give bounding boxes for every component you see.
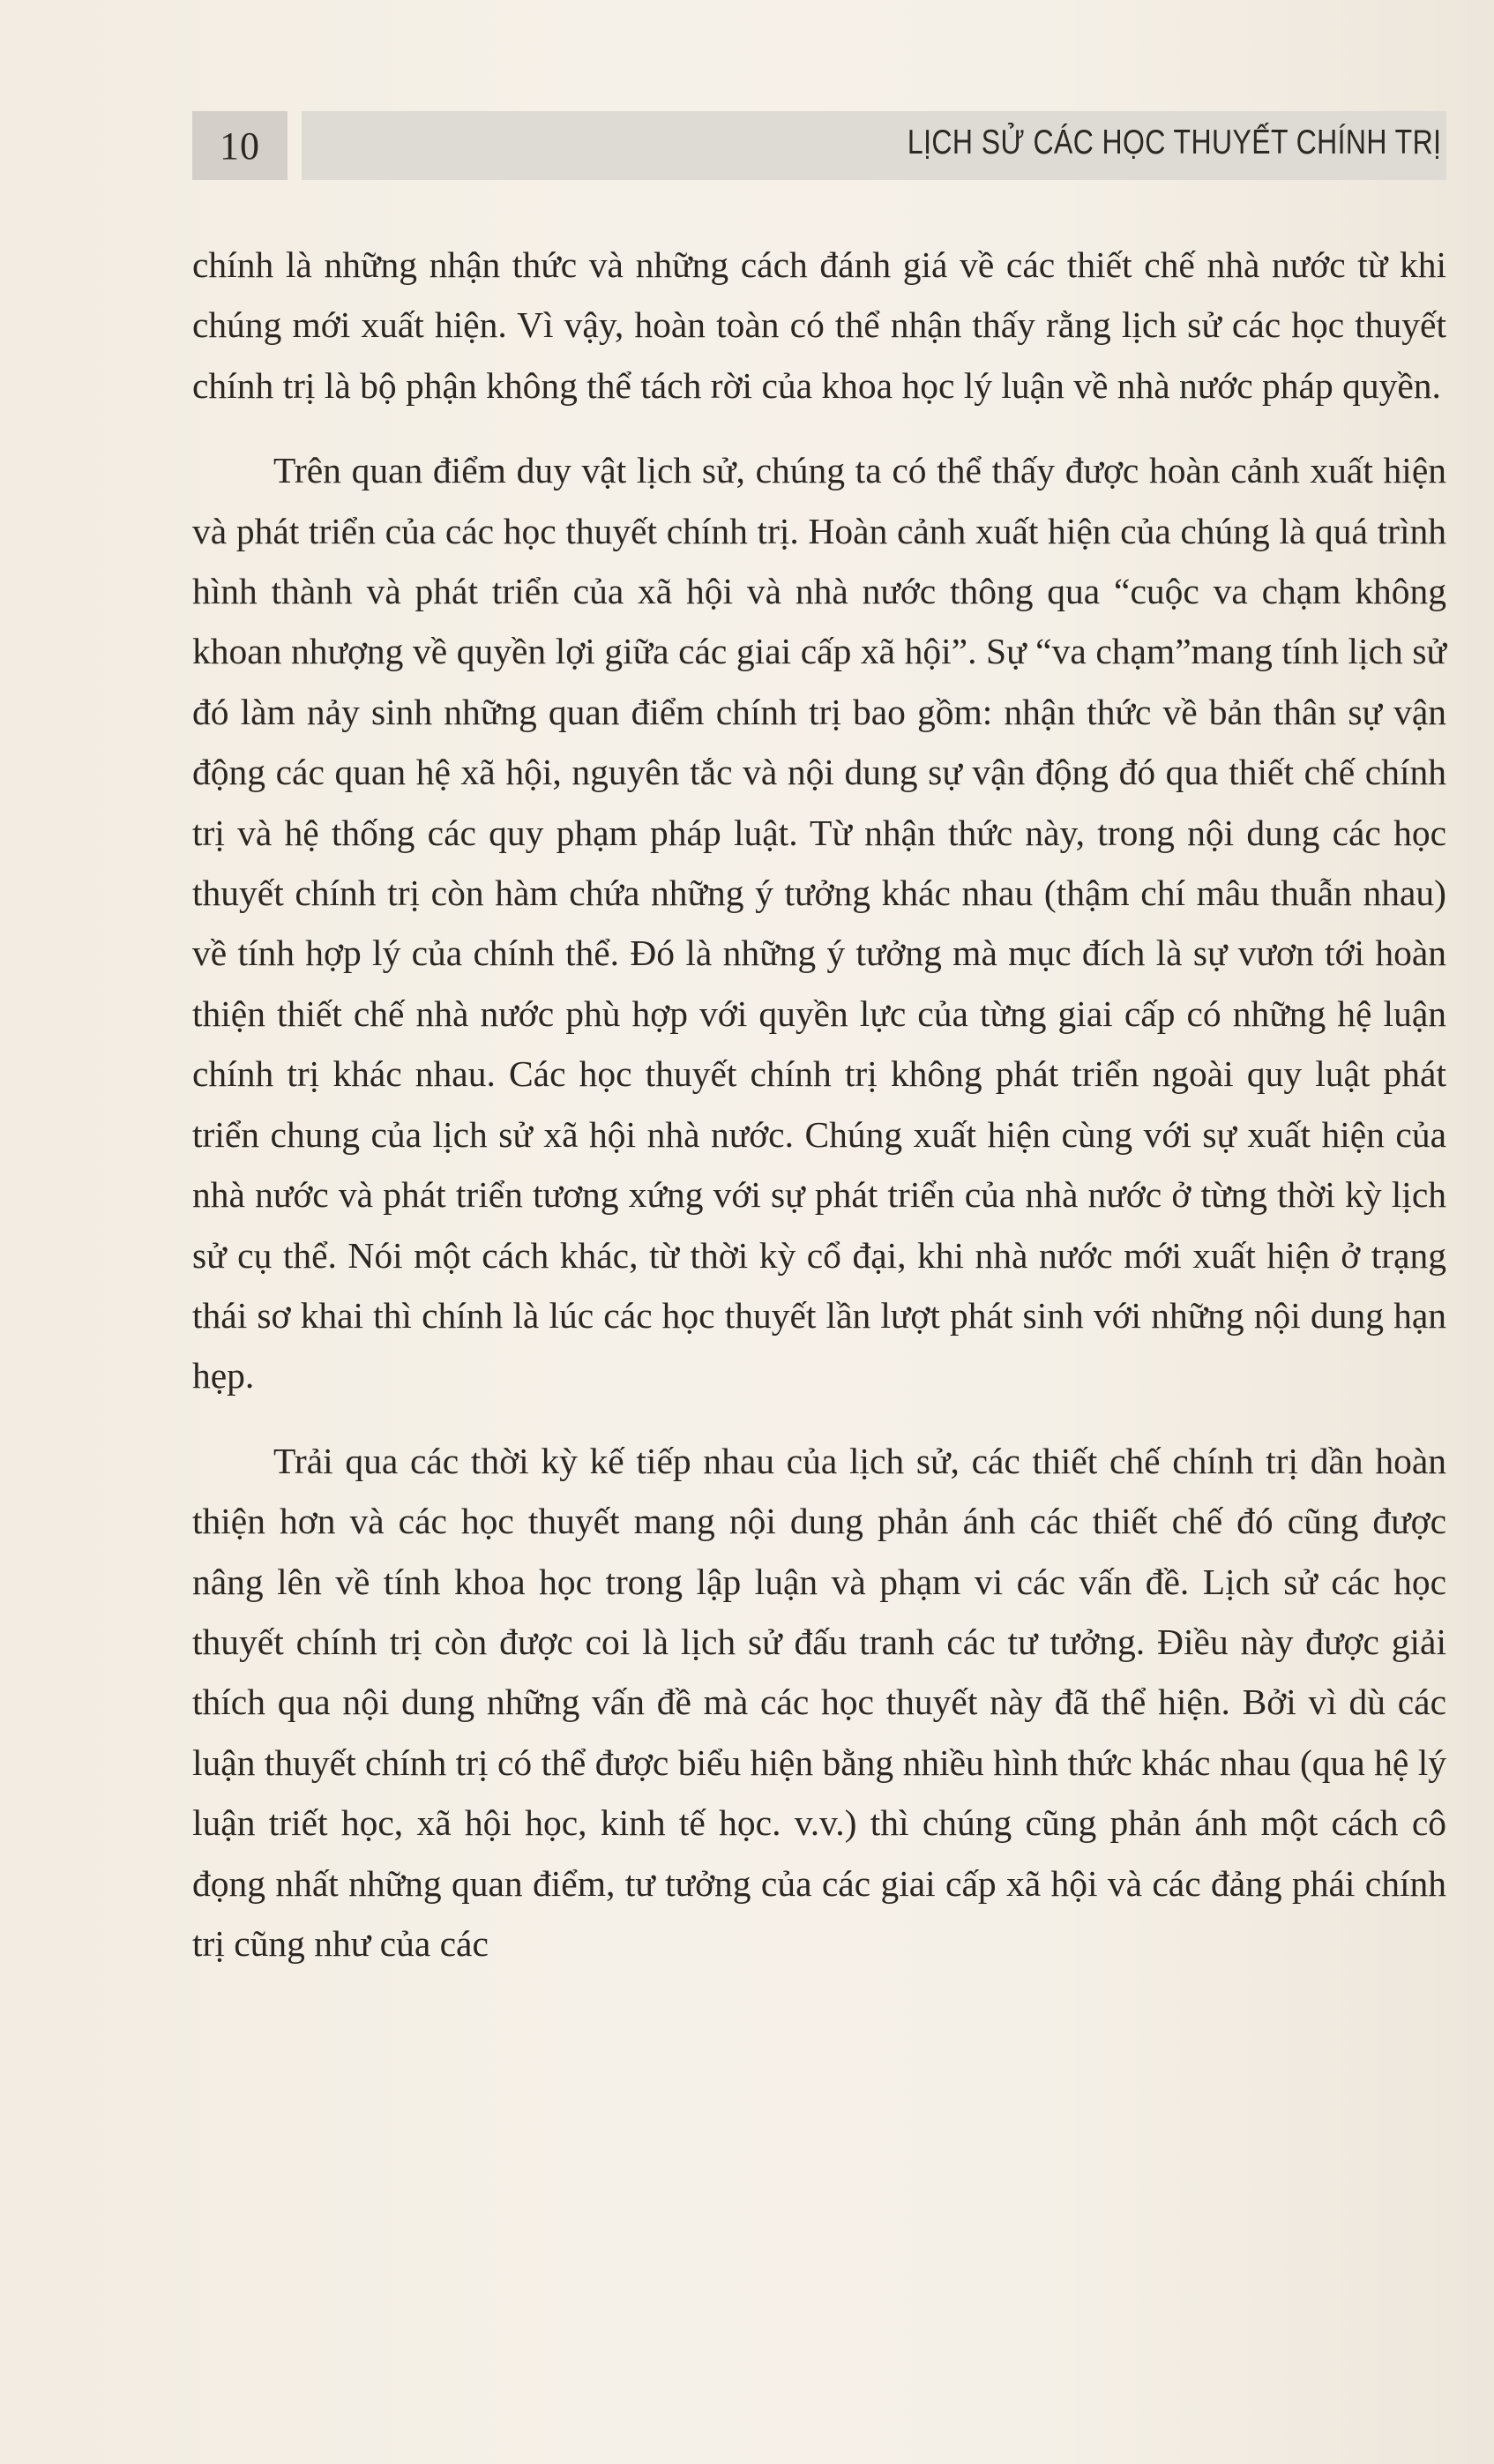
paragraph-1: chính là những nhận thức và những cách đánh giá về các thiết chế nhà nước từ khi chúng mới xuất hiện. Vì vậy, hoàn toàn có thể nhận thấy rằng lịch sử các học thuyết chính trị là bộ phận không thể tách rời của khoa học lý luận về nhà nước pháp quyền.	[192, 244, 1446, 406]
running-head-title: LỊCH SỬ CÁC HỌC THUYẾT CHÍNH TRỊ	[907, 124, 1441, 161]
paragraph-2: Trên quan điểm duy vật lịch sử, chúng ta có thể thấy được hoàn cảnh xuất hiện và phát triển của các học thuyết chính trị. Hoàn cảnh xuất hiện của chúng là quá trình hình thành và phát triển của xã hội và nhà nước thông qua “cuộc va chạm không khoan nhượng về quyền lợi giữa các giai cấp xã hội”. Sự “va chạm”mang tính lịch sử đó làm nảy sinh những quan điểm chính trị bao gồm: nhận thức về bản thân sự vận động các quan hệ xã hội, nguyên tắc và nội dung sự vận động đó qua thiết chế chính trị và hệ thống các quy phạm pháp luật. Từ nhận thức này, trong nội dung các học thuyết chính trị còn hàm chứa những ý tưởng khác nhau (thậm chí mâu thuẫn nhau) về tính hợp lý của chính thể. Đó là những ý tưởng mà mục đích là sự vươn tới hoàn thiện thiết chế nhà nước phù hợp với quyền lực của từng giai cấp có những hệ luận chính trị khác nhau. Các học thuyết chính trị không phát triển ngoài quy luật phát triển chung của lịch sử xã hội nhà nước. Chúng xuất hiện cùng với sự xuất hiện của nhà nước và phát triển tương xứng với sự phát triển của nhà nước ở từng thời kỳ lịch sử cụ thể. Nói một cách khác, từ thời kỳ cổ đại, khi nhà nước mới xuất hiện ở trạng thái sơ khai thì chính là lúc các học thuyết lần lượt phát sinh với những nội dung hạn hẹp.	[192, 450, 1446, 1397]
paragraph-3: Trải qua các thời kỳ kế tiếp nhau của lịch sử, các thiết chế chính trị dần hoàn thiện hơn và các học thuyết mang nội dung phản ánh các thiết chế đó cũng được nâng lên về tính khoa học trong lập luận và phạm vi các vấn đề. Lịch sử các học thuyết chính trị còn được coi là lịch sử đấu tranh các tư tưởng. Điều này được giải thích qua nội dung những vấn đề mà các học thuyết này đã thể hiện. Bởi vì dù các luận thuyết chính trị có thể được biểu hiện bằng nhiều hình thức khác nhau (qua hệ lý luận triết học, xã hội học, kinh tế học. v.v.) thì chúng cũng phản ánh một cách cô đọng nhất những quan điểm, tư tưởng của các giai cấp xã hội và các đảng phái chính trị cũng như của các	[192, 1440, 1446, 1964]
page-number: 10	[220, 124, 260, 168]
body-text	[192, 235, 1446, 1973]
page-number-box	[192, 111, 288, 180]
running-head-band	[302, 111, 1446, 180]
page-header	[192, 111, 1446, 180]
